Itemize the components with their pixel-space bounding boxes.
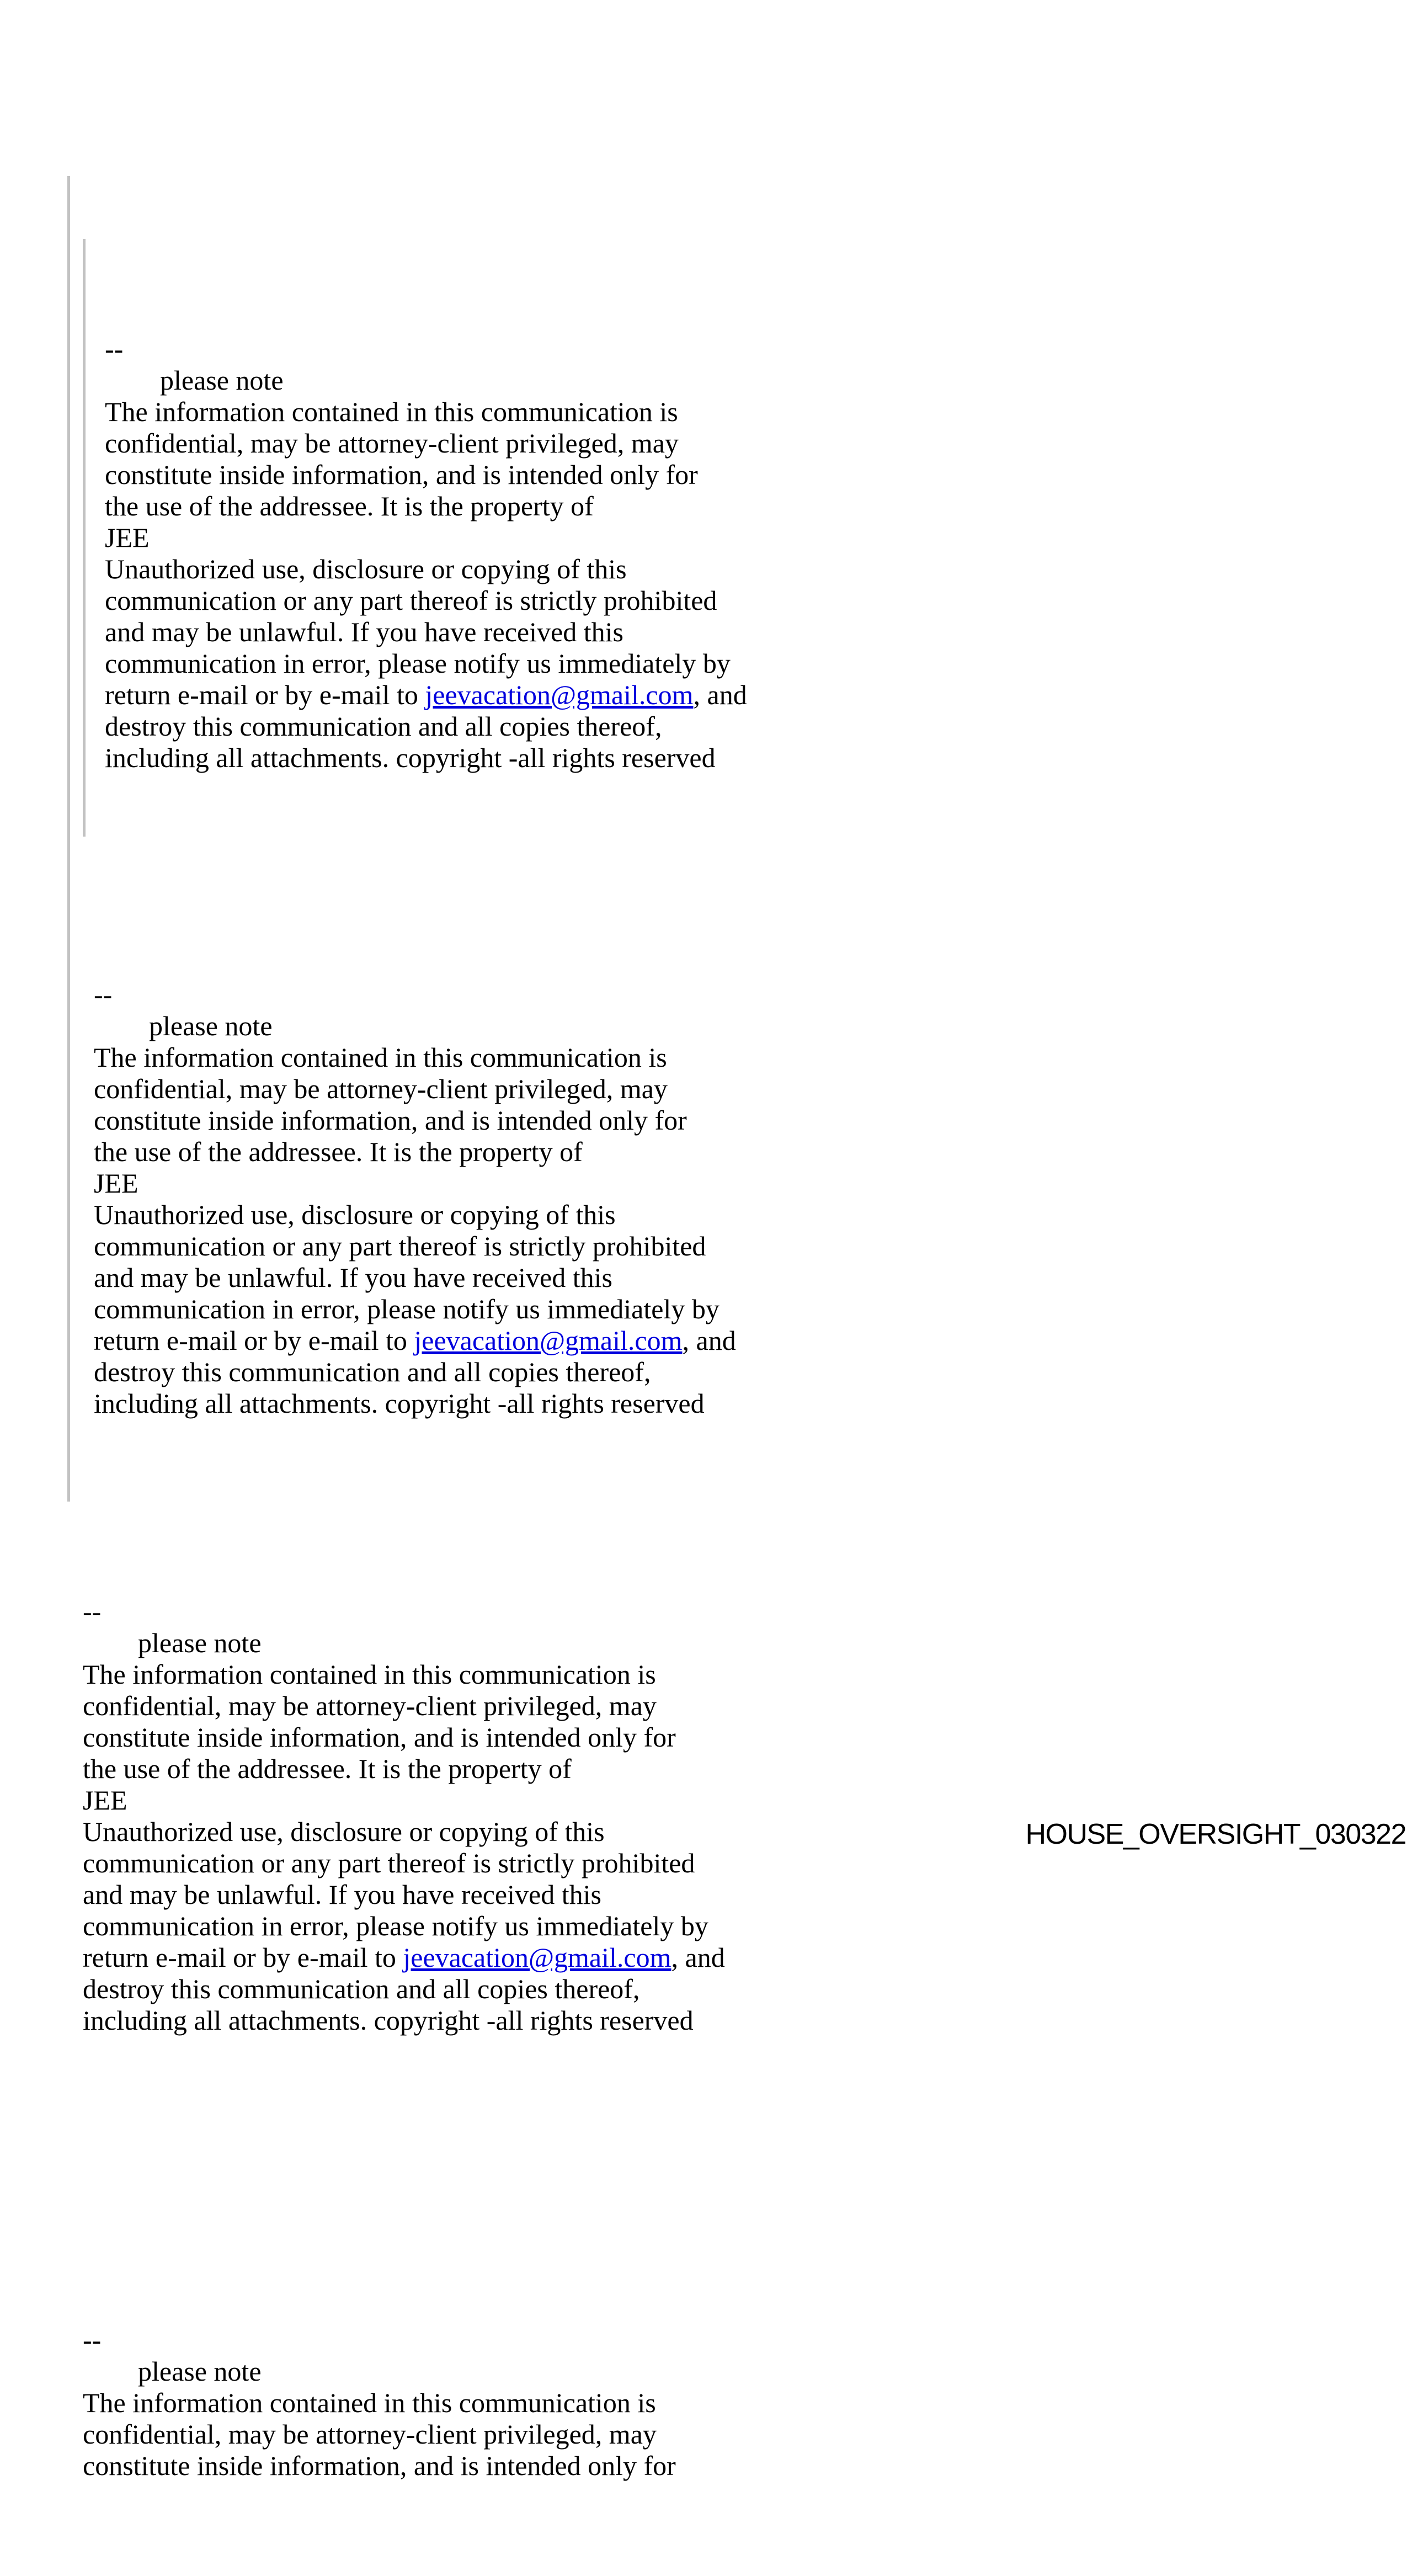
link-line-prefix: return e-mail or by e-mail to <box>94 1325 414 1356</box>
disclaimer-line <box>83 1942 1407 1973</box>
disclaimer-line: destroy this communication and all copies thereof, <box>105 711 662 742</box>
disclaimer-line: communication in error, please notify us immediately by <box>105 648 731 679</box>
disclaimer-line: please note <box>83 1627 262 1658</box>
disclaimer-line: communication in error, please notify us immediately by <box>83 1910 708 1941</box>
link-line-suffix: , and <box>671 1942 725 1973</box>
disclaimer-line: the use of the addressee. It is the property of <box>94 1136 583 1167</box>
disclaimer-line: -- <box>83 1596 102 1627</box>
disclaimer-line: The information contained in this communication is <box>83 2387 656 2418</box>
disclaimer-line: JEE <box>105 522 150 553</box>
disclaimer-line: communication or any part thereof is strictly prohibited <box>105 585 717 616</box>
disclaimer-line: destroy this communication and all copies thereof, <box>83 1973 640 2004</box>
disclaimer-line: constitute inside information, and is intended only for <box>94 1105 687 1136</box>
disclaimer-line: Unauthorized use, disclosure or copying of this <box>94 1199 616 1230</box>
disclaimer-line: The information contained in this communication is <box>105 396 678 427</box>
disclaimer-line: destroy this communication and all copies thereof, <box>94 1356 651 1387</box>
disclaimer-line: please note <box>83 2356 262 2387</box>
disclaimer-line: The information contained in this communication is <box>94 1042 667 1073</box>
disclaimer-line: including all attachments. copyright -all rights reserved <box>105 742 716 773</box>
disclaimer-line: communication or any part thereof is strictly prohibited <box>94 1231 706 1262</box>
link-line-suffix: , and <box>682 1325 736 1356</box>
disclaimer-line: confidential, may be attorney-client privileged, may <box>105 428 679 459</box>
quote-level-1-bar <box>67 176 1407 1502</box>
disclaimer-line: Unauthorized use, disclosure or copying of this <box>83 1816 605 1847</box>
disclaimer-line: confidential, may be attorney-client privileged, may <box>83 1690 657 1721</box>
disclaimer-block-4 <box>83 2324 1407 2482</box>
disclaimer-line: and may be unlawful. If you have received this <box>83 1879 601 1910</box>
email-link[interactable]: jeevacation@gmail.com <box>414 1325 683 1356</box>
email-body <box>0 82 1407 2576</box>
disclaimer-line: confidential, may be attorney-client privileged, may <box>83 2419 657 2450</box>
disclaimer-block-2 <box>94 979 1407 1419</box>
disclaimer-line: and may be unlawful. If you have received this <box>105 616 623 647</box>
disclaimer-line: including all attachments. copyright -all rights reserved <box>94 1388 705 1419</box>
disclaimer-line: constitute inside information, and is intended only for <box>105 459 698 490</box>
disclaimer-line: -- <box>83 2324 102 2355</box>
disclaimer-block-1 <box>105 333 1407 774</box>
disclaimer-line: including all attachments. copyright -all rights reserved <box>83 2005 694 2036</box>
quote-gap <box>94 900 1407 916</box>
bates-number: HOUSE_OVERSIGHT_030322 <box>1025 1818 1406 1850</box>
quote-level-2-bar <box>83 239 1407 837</box>
disclaimer-block-3 <box>83 1596 1407 2036</box>
disclaimer-line: please note <box>105 365 284 396</box>
disclaimer-line: The information contained in this communication is <box>83 1659 656 1690</box>
blank-gap <box>0 2131 1407 2230</box>
disclaimer-line: Unauthorized use, disclosure or copying of this <box>105 553 627 584</box>
link-line-prefix: return e-mail or by e-mail to <box>83 1942 403 1973</box>
disclaimer-line: communication in error, please notify us immediately by <box>94 1294 720 1324</box>
disclaimer-line: -- <box>94 979 113 1010</box>
disclaimer-line: the use of the addressee. It is the property of <box>105 491 594 521</box>
link-line-suffix: , and <box>693 679 747 710</box>
disclaimer-line: JEE <box>83 1785 127 1816</box>
disclaimer-line: the use of the addressee. It is the property of <box>83 1753 572 1784</box>
disclaimer-line: constitute inside information, and is intended only for <box>83 2450 676 2481</box>
disclaimer-line: and may be unlawful. If you have received this <box>94 1262 612 1293</box>
disclaimer-line <box>105 679 1407 711</box>
disclaimer-line: constitute inside information, and is intended only for <box>83 1722 676 1753</box>
disclaimer-line: confidential, may be attorney-client privileged, may <box>94 1073 668 1104</box>
link-line-prefix: return e-mail or by e-mail to <box>105 679 425 710</box>
disclaimer-line: -- <box>105 333 124 364</box>
disclaimer-line: communication or any part thereof is strictly prohibited <box>83 1848 695 1878</box>
disclaimer-line: JEE <box>94 1168 138 1199</box>
email-link[interactable]: jeevacation@gmail.com <box>403 1942 671 1973</box>
disclaimer-line <box>94 1325 1407 1356</box>
disclaimer-line: please note <box>94 1010 273 1041</box>
email-link[interactable]: jeevacation@gmail.com <box>425 679 694 710</box>
